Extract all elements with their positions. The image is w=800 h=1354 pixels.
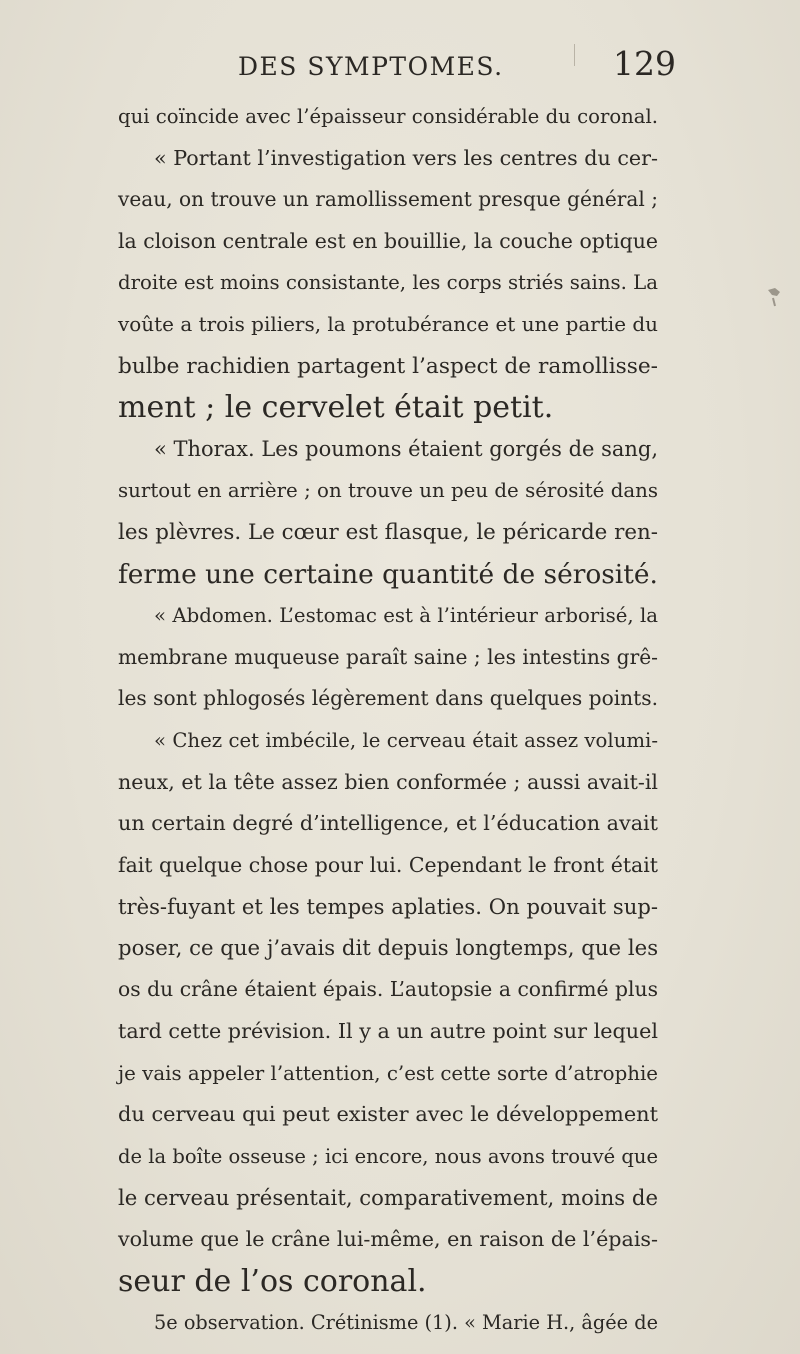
text-line: seur de l’os coronal.	[118, 1263, 427, 1299]
text-line: un certain degré d’intelligence, et l’éducation avait	[118, 811, 658, 836]
body-text	[118, 96, 658, 1344]
text-line: fait quelque chose pour lui. Cependant le front était	[118, 852, 658, 877]
page-header	[0, 44, 800, 84]
text-line: de la boîte osseuse ; ici encore, nous avons trouvé que	[118, 1144, 658, 1168]
text-line: « Chez cet imbécile, le cerveau était assez volumi-	[154, 728, 658, 752]
text-line: 5e observation. Crétinisme (1). « Marie H., âgée de	[154, 1311, 658, 1335]
text-line: droite est moins consistante, les corps striés sains. La	[118, 271, 658, 295]
text-line: surtout en arrière ; on trouve un peu de sérosité dans	[118, 479, 658, 503]
text-line: voûte a trois piliers, la protubérance et une partie du	[118, 311, 658, 336]
text-line: je vais appeler l’attention, c’est cette sorte d’atrophie	[118, 1061, 658, 1085]
text-line: veau, on trouve un ramollissement presque général ;	[118, 187, 658, 212]
text-line: ment ; le cervelet était petit.	[118, 390, 554, 426]
text-line: les sont phlogosés légèrement dans quelques points.	[118, 686, 658, 711]
text-line: « Abdomen. L’estomac est à l’intérieur arborisé, la	[154, 604, 658, 628]
text-line: « Thorax. Les poumons étaient gorgés de sang,	[154, 436, 658, 461]
text-line: très-fuyant et les tempes aplaties. On pouvait sup-	[118, 894, 658, 920]
text-line: neux, et la tête assez bien conformée ; aussi avait-il	[118, 769, 658, 794]
text-line: « Portant l’investigation vers les centres du cer-	[154, 145, 658, 170]
text-line: membrane muqueuse paraît saine ; les intestins grê-	[118, 644, 658, 669]
gutter-mark	[574, 44, 575, 66]
running-title: DES SYMPTOMES.	[238, 52, 504, 81]
text-line: ferme une certaine quantité de sérosité.	[118, 558, 658, 590]
ink-blot-icon	[765, 286, 783, 308]
text-line: tard cette prévision. Il y a un autre point sur lequel	[118, 1019, 658, 1044]
text-line: bulbe rachidien partagent l’aspect de ramollisse-	[118, 353, 658, 379]
page-number: 129	[613, 44, 676, 83]
text-line: qui coïncide avec l’épaisseur considérable du coronal.	[118, 105, 658, 128]
text-line: la cloison centrale est en bouillie, la couche optique	[118, 228, 658, 253]
text-line: poser, ce que j’avais dit depuis longtemps, que les	[118, 935, 659, 961]
text-line: le cerveau présentait, comparativement, moins de	[118, 1185, 659, 1211]
text-line: du cerveau qui peut exister avec le développement	[118, 1102, 658, 1127]
text-line: volume que le crâne lui-même, en raison de l’épais-	[118, 1227, 658, 1252]
text-line: os du crâne étaient épais. L’autopsie a confirmé plus	[118, 977, 658, 1002]
text-line: les plèvres. Le cœur est flasque, le péricarde ren-	[118, 519, 658, 545]
